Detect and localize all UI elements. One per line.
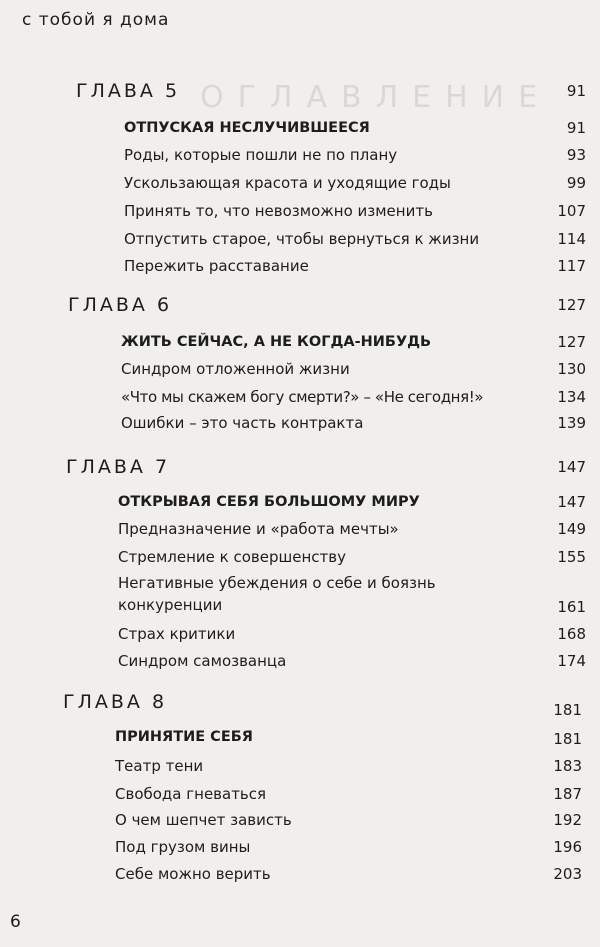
toc-item-page: 168 <box>557 625 586 643</box>
toc-item-page: 107 <box>557 202 586 220</box>
toc-item-title: Пережить расставание <box>124 257 309 275</box>
section-title: ОТПУСКАЯ НЕСЛУЧИВШЕЕСЯ <box>124 120 370 136</box>
section-page: 127 <box>557 333 586 351</box>
toc-item-title: Роды, которые пошли не по плану <box>124 146 398 164</box>
toc-item <box>0 806 600 834</box>
toc-item <box>0 620 600 648</box>
toc-item-title: Ошибки – это часть контракта <box>121 414 364 432</box>
toc-item-page: 117 <box>557 257 586 275</box>
toc-item-title: Предназначение и «работа мечты» <box>118 520 399 538</box>
toc-item <box>0 833 600 861</box>
toc-item <box>0 647 600 675</box>
bleed-through-decoration: ОГЛАВЛЕНИЕ <box>200 80 552 115</box>
toc-item <box>0 141 600 169</box>
toc-item <box>0 197 600 225</box>
toc-item <box>0 225 600 253</box>
toc-item <box>0 860 600 888</box>
chapter-heading <box>0 77 600 105</box>
toc-item-page: 130 <box>557 360 586 378</box>
toc-item-title: Страх критики <box>118 625 236 643</box>
toc-item <box>0 570 600 618</box>
section-heading <box>0 328 600 356</box>
section-title: ПРИНЯТИЕ СЕБЯ <box>115 729 253 745</box>
toc-item <box>0 752 600 780</box>
chapter-page: 127 <box>557 296 586 314</box>
toc-item-title: «Что мы скажем богу смерти?» – «Не сегодня!» <box>121 388 484 406</box>
section-heading <box>0 723 600 751</box>
section-title: ЖИТЬ СЕЙЧАС, А НЕ КОГДА-НИБУДЬ <box>121 334 432 350</box>
chapter-heading <box>0 688 600 719</box>
toc-item <box>0 543 600 571</box>
chapter-heading <box>0 453 600 481</box>
toc-item-page: 99 <box>566 174 586 192</box>
running-title: с тобой я дома <box>22 10 170 30</box>
toc-item-title: О чем шепчет зависть <box>115 811 292 829</box>
toc-item-page: 93 <box>566 146 586 164</box>
toc-item-title: Негативные убеждения о себе и боязнь конкуренции <box>118 574 436 614</box>
toc-item-page: 155 <box>557 548 586 566</box>
section-page: 181 <box>553 730 582 748</box>
section-heading <box>0 114 600 142</box>
toc-item-title: Свобода гневаться <box>115 785 267 803</box>
toc-item-page: 187 <box>553 785 582 803</box>
toc-item-page: 183 <box>553 757 582 775</box>
toc-item-page: 192 <box>553 811 582 829</box>
toc-item <box>0 169 600 197</box>
toc-item-page: 174 <box>557 652 586 670</box>
toc-item-title: Под грузом вины <box>115 838 251 856</box>
chapter-title: ГЛАВА 8 <box>63 691 168 713</box>
chapter-page: 147 <box>557 458 586 476</box>
chapter-title: ГЛАВА 6 <box>68 294 173 316</box>
toc-item-page: 149 <box>557 520 586 538</box>
toc-item <box>0 383 600 411</box>
chapter-title: ГЛАВА 7 <box>66 456 171 478</box>
section-page: 147 <box>557 493 586 511</box>
toc-item <box>0 515 600 543</box>
section-page: 91 <box>566 119 586 137</box>
toc-item-page: 114 <box>557 230 586 248</box>
toc-item-title: Отпустить старое, чтобы вернуться к жизни <box>124 230 480 248</box>
chapter-title: ГЛАВА 5 <box>76 80 181 102</box>
chapter-page: 91 <box>566 82 586 100</box>
toc-item <box>0 409 600 437</box>
toc-item <box>0 780 600 808</box>
toc-item-page: 134 <box>557 388 586 406</box>
toc-item-title: Стремление к совершенству <box>118 548 346 566</box>
toc-item-page: 161 <box>557 598 586 616</box>
section-title: ОТКРЫВАЯ СЕБЯ БОЛЬШОМУ МИРУ <box>118 494 420 510</box>
toc-item <box>0 355 600 383</box>
toc-item-title: Синдром отложенной жизни <box>121 360 350 378</box>
toc-item-page: 139 <box>557 414 586 432</box>
toc-item-page: 203 <box>553 865 582 883</box>
toc-item-title: Принять то, что невозможно изменить <box>124 202 433 220</box>
chapter-heading <box>0 291 600 319</box>
toc-item-title: Ускользающая красота и уходящие годы <box>124 174 451 192</box>
section-heading <box>0 488 600 516</box>
toc-item-page: 196 <box>553 838 582 856</box>
toc-item <box>0 252 600 280</box>
toc-item-title: Театр тени <box>115 757 204 775</box>
toc-item-title: Синдром самозванца <box>118 652 287 670</box>
page-number: 6 <box>10 912 21 932</box>
chapter-page: 181 <box>553 701 582 719</box>
toc-item-title: Себе можно верить <box>115 865 271 883</box>
